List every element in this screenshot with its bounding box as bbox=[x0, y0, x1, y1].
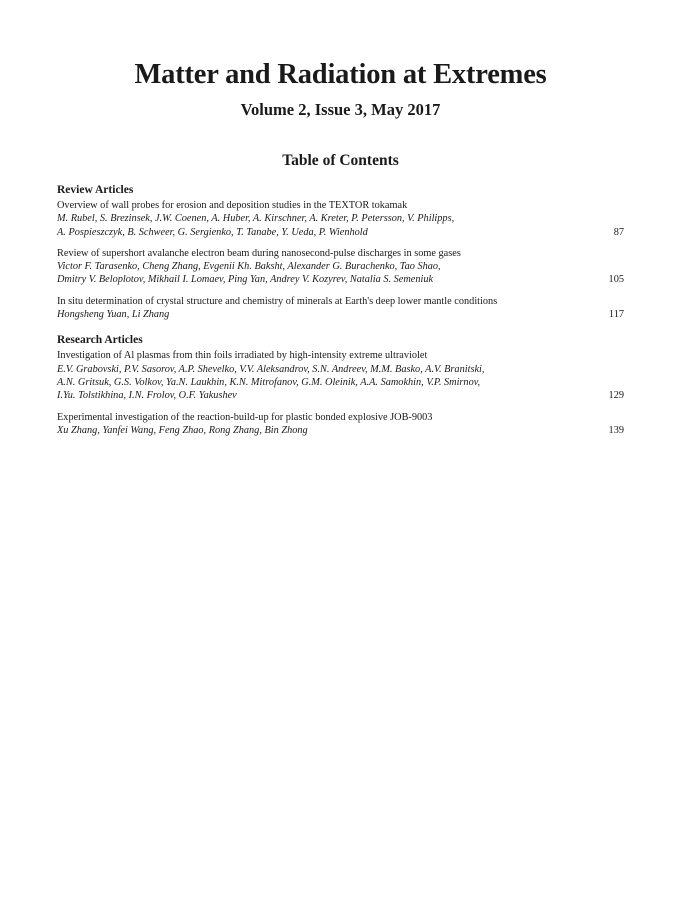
author-line: Xu Zhang, Yanfei Wang, Feng Zhao, Rong Zhang, Bin Zhong bbox=[57, 424, 308, 436]
article-authors bbox=[57, 260, 624, 287]
page-number: 87 bbox=[613, 226, 624, 238]
toc-entry bbox=[57, 349, 624, 402]
article-title: In situ determination of crystal structure and chemistry of minerals at Earth's deep lower mantle conditions bbox=[57, 295, 498, 307]
article-authors bbox=[57, 308, 624, 321]
toc-heading: Table of Contents bbox=[282, 152, 399, 169]
toc-entry bbox=[57, 411, 624, 438]
author-line: Dmitry V. Beloplotov, Mikhail I. Lomaev, Ping Yan, Andrey V. Kozyrev, Natalia S. Semeniuk bbox=[57, 274, 434, 286]
page-number: 117 bbox=[608, 309, 624, 321]
section-title: Research Articles bbox=[57, 334, 143, 347]
page-number: 139 bbox=[608, 424, 624, 436]
author-line: A.N. Gritsuk, G.S. Volkov, Ya.N. Laukhin, K.N. Mitrofanov, G.M. Oleinik, A.A. Samokhin, V.P. Smirnov, bbox=[57, 376, 481, 388]
article-authors bbox=[57, 212, 624, 239]
article-authors bbox=[57, 424, 624, 437]
article-title: Review of supershort avalanche electron beam during nanosecond-pulse discharges in some gases bbox=[57, 247, 461, 259]
article-title: Overview of wall probes for erosion and deposition studies in the TEXTOR tokamak bbox=[57, 200, 408, 211]
toc-entry bbox=[57, 247, 624, 287]
author-line: E.V. Grabovski, P.V. Sasorov, A.P. Shevelko, V.V. Aleksandrov, S.N. Andreev, M.M. Basko, A.V. Branitski, bbox=[57, 363, 485, 375]
section-review-articles bbox=[57, 183, 624, 321]
author-line: I.Yu. Tolstikhina, I.N. Frolov, O.F. Yakushev bbox=[57, 390, 237, 402]
page-number: 105 bbox=[608, 274, 624, 286]
page-number: 129 bbox=[608, 390, 624, 402]
author-line: Victor F. Tarasenko, Cheng Zhang, Evgenii Kh. Baksht, Alexander G. Burachenko, Tao Shao, bbox=[57, 261, 441, 273]
issue-line: Volume 2, Issue 3, May 2017 bbox=[240, 100, 441, 119]
section-research-articles bbox=[57, 333, 624, 437]
toc-entry bbox=[57, 199, 624, 239]
article-authors bbox=[57, 363, 624, 403]
journal-title: Matter and Radiation at Extremes bbox=[134, 59, 547, 90]
toc-content bbox=[57, 183, 624, 437]
author-line: Hongsheng Yuan, Li Zhang bbox=[57, 309, 170, 321]
toc-entry bbox=[57, 295, 624, 322]
article-title: Experimental investigation of the reaction-build-up for plastic bonded explosive JOB-9003 bbox=[57, 411, 433, 423]
article-title: Investigation of Al plasmas from thin foils irradiated by high-intensity extreme ultraviolet bbox=[57, 350, 428, 362]
author-line: M. Rubel, S. Brezinsek, J.W. Coenen, A. Huber, A. Kirschner, A. Kreter, P. Petersson, V. Philipps, bbox=[57, 213, 455, 225]
author-line: A. Pospieszczyk, B. Schweer, G. Sergienko, T. Tanabe, Y. Ueda, P. Wienhold bbox=[57, 226, 368, 238]
section-title: Review Articles bbox=[57, 184, 134, 196]
